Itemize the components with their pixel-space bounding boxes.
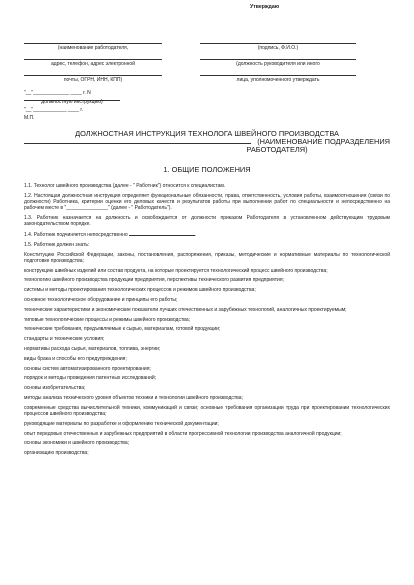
order-date-field[interactable]: "__"_____________ ____ г. N [24,90,91,96]
header-mp-row [24,115,390,121]
title-line-1: ДОЛЖНОСТНАЯ ИНСТРУКЦИЯ ТЕХНОЛОГА ШВЕЙНОГО ПРОИЗВОДСТВА [75,129,339,138]
address-field[interactable] [24,59,162,67]
document-title [24,130,390,154]
signature-field[interactable] [200,43,356,51]
position-caption: (должность руководителя или иного [236,61,320,67]
knowledge-item: основное технологическое оборудование и принципы его работы; [24,296,178,303]
knowledge-item: руководящие материалы по разработке и оформлению технической документации; [24,420,219,427]
paragraph-1-2: 1.2. Настоящая должностная инструкция определяет функциональные обязанности, права, ответственность, условия работы, взаимоотношения (связи по должности) Работника, критерии оценки его деловых качеств и результатов работы при выполнении работ по специальности и непосредственно на рабочем месте в "_______________" (далее - " Работодатель"). [24,192,390,212]
knowledge-item: Конституцию Российской Федерации, законы, постановления, распоряжения, приказы, методические и нормативные материалы по технологической подготовке производства; [24,251,390,264]
knowledge-item: методы анализа технического уровня объектов техники и технологии швейного производства; [24,394,243,401]
title-line-2: (НАИМЕНОВАНИЕ ПОДРАЗДЕЛЕНИЯ [257,137,390,146]
title-line-3: РАБОТОДАТЕЛЯ) [246,145,308,154]
knowledge-item: стандарты и технические условия; [24,336,105,343]
header-date-row-2 [24,107,390,113]
title-line-2-row [24,138,390,146]
address-caption: адрес, телефон, адрес электронной [51,61,135,67]
paragraph-1-1: 1.1. Технолог швейного производства (далее - " Работник") относится к специалистам. [24,183,226,189]
approval-date-field[interactable]: "__"____________ ____ г. [24,107,83,113]
knowledge-item: современные средства вычислительной техники, коммуникаций и связи; основные требования организации труда при проектировании технологических процессов швейного производства; [24,404,390,417]
authorized-caption: лица, уполномоченного утверждать [236,77,320,83]
knowledge-item: основы систем автоматизированного проектирования; [24,365,151,372]
knowledge-item: технические требования, предъявляемые к сырью, материалам, готовой продукции; [24,326,221,333]
knowledge-item: типовые технологические процессы и режимы швейного производства; [24,316,191,323]
stamp-place-label: М.П. [24,115,35,121]
knowledge-item: технологию швейного производства продукции предприятия, перспективы технического развития предприятия; [24,277,284,284]
paragraph-1-4-text: 1.4. Работник подчиняется непосредственно [24,232,128,238]
paragraph-1-4: 1.4. Работник подчиняется непосредственно . [24,232,197,238]
supervisor-blank[interactable] [129,231,195,236]
paragraph-1-3: 1.3. Работник назначается на должность и освобождается от должности приказом Работодателя в установленном действующим трудовым законодательством порядке. [24,215,390,228]
document-body [24,183,390,460]
knowledge-item: нормативы расхода сырья, материалов, топлива, энергии; [24,345,161,352]
position-field[interactable] [200,59,356,67]
employer-name-caption: (наименование работодателя, [57,45,129,51]
knowledge-item: виды брака и способы его предупреждения; [24,355,127,362]
department-blank[interactable] [24,143,251,144]
signature-caption: (подпись, Ф.И.О.) [257,45,299,51]
knowledge-item: технические характеристики и экономические показатели лучших отечественных и зарубежных технологий, аналогичных проектируемым; [24,306,347,313]
approve-label: Утверждаю [250,4,280,10]
codes-caption: почты, ОГРН, ИНН, КПП) [63,77,123,83]
knowledge-item: опыт передовых отечественных и зарубежных предприятий в области прогрессивной технологии производства аналогичной продукции; [24,430,342,437]
knowledge-item: порядок и методы проведения патентных исследований; [24,375,157,382]
job-desc-caption: должностную инструкцию) [41,99,103,105]
knowledge-item: организацию производства; [24,450,89,457]
authorized-field[interactable] [200,75,356,83]
employer-name-field[interactable] [24,43,162,51]
header-job-desc-caption-row [24,99,390,105]
knowledge-item: системы и методы проектирования технологических процессов и режимов швейного производства; [24,287,256,294]
codes-field[interactable] [24,75,162,83]
section-title-general: 1. ОБЩИЕ ПОЛОЖЕНИЯ [163,165,251,174]
knowledge-item: основы экономики и швейного производства; [24,440,130,447]
knowledge-item: основы изобретательства; [24,385,86,392]
header-date-row [24,90,390,96]
knowledge-item: конструкцию швейных изделий или состав продукта, на которые проектируется технологический процесс швейного производства; [24,267,328,274]
paragraph-1-5: 1.5. Работник должен знать: [24,241,90,248]
